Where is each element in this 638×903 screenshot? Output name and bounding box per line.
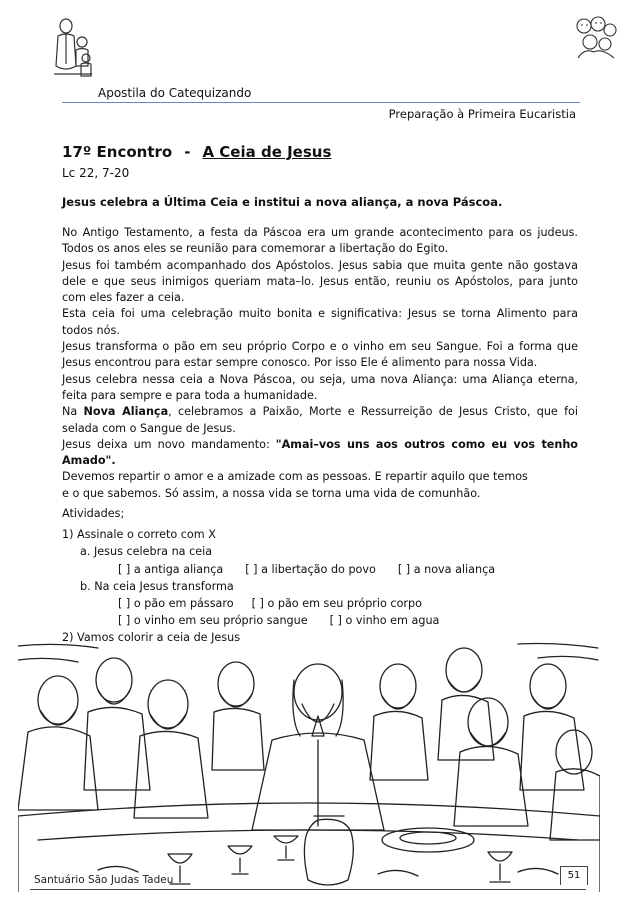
lesson-body [62,225,578,502]
body-paragraph: Jesus transforma o pão em seu próprio Corpo e o vinho em seu Sangue. Foi a forma que Jesus encontrou para estar sempre conosco. Por isso Ele é alimento para nossa Vida. [62,340,578,370]
lesson-name: A Ceia de Jesus [202,143,332,161]
lesson-title [62,143,331,161]
body-paragraph: e o que sabemos. Só assim, a nossa vida se torna uma vida de comunhão. [62,486,481,500]
checkbox-option[interactable]: [ ] o vinho em agua [329,614,440,628]
lesson-number: 17º Encontro [62,143,173,161]
page-number: 51 [560,866,588,885]
header-divider [62,102,580,103]
question-1b-options [62,595,578,612]
body-paragraph: Devemos repartir o amor e a amizade com as pessoas. E repartir aquilo que temos [62,470,528,484]
footer-sanctuary-name: Santuário São Judas Tadeu [34,874,174,886]
catechist-children-icon [50,16,96,80]
question-1a: a. Jesus celebra na ceia [80,545,213,559]
footer-divider [30,889,586,890]
body-text-span: , celebramos a Paixão, Morte e Ressurreição de Jesus Cristo, que foi selada com o Sangue de Jesus. [62,405,578,435]
bible-reference: Lc 22, 7-20 [62,166,130,180]
checkbox-option[interactable]: [ ] o pão em pássaro [118,597,234,611]
last-supper-coloring-illustration [18,640,600,892]
body-paragraph [62,404,578,437]
question-1: 1) Assinale o correto com X [62,528,216,542]
checkbox-option[interactable]: [ ] a libertação do povo [245,562,376,576]
question-1b: b. Na ceia Jesus transforma [80,579,234,593]
new-commandment: "Amai–vos uns aos outros como eu vos tenho Amado". [62,437,578,468]
checkbox-option[interactable]: [ ] a antiga aliança [118,562,224,576]
checkbox-option[interactable]: [ ] o pão em seu próprio corpo [251,597,422,611]
title-separator: - [184,143,191,161]
checkbox-option[interactable]: [ ] a nova aliança [397,562,496,576]
body-text-span: Na [62,405,84,419]
body-text-span: Jesus deixa um novo mandamento: [62,437,276,451]
body-paragraph: No Antigo Testamento, a festa da Páscoa era um grande acontecimento para os judeus. Todos os anos eles se reunião para comemorar a libertação do Egito. [62,226,578,256]
header-preparation-label: Preparação à Primeira Eucaristia [388,107,576,121]
lesson-subtitle: Jesus celebra a Última Ceia e institui a nova aliança, a nova Páscoa. [62,195,503,209]
body-paragraph: Jesus celebra nessa ceia a Nova Páscoa, ou seja, uma nova Aliança: uma Aliança eterna, feita para sempre e para toda a humanidade. [62,372,578,402]
children-group-icon [572,14,620,60]
body-bold-span: Nova Aliança [83,405,169,419]
question-1b-options [62,612,578,629]
question-2: 2) Vamos colorir a ceia de Jesus [62,631,241,645]
activities-section [62,505,578,647]
header-apostila-label: Apostila do Catequizando [98,86,252,100]
activities-heading: Atividades; [62,507,125,520]
question-1a-options [62,561,578,578]
checkbox-option[interactable]: [ ] o vinho em seu próprio sangue [118,614,308,628]
body-paragraph: Esta ceia foi uma celebração muito bonita e significativa: Jesus se torna Alimento para todos nós. [62,307,578,337]
body-paragraph [62,437,578,470]
body-paragraph: Jesus foi também acompanhado dos Apóstolos. Jesus sabia que muita gente não gostava dele e que seus inimigos queriam mata–lo. Jesus então, reuniu os Apóstolos, para junto com eles fazer a ceia. [62,258,578,305]
